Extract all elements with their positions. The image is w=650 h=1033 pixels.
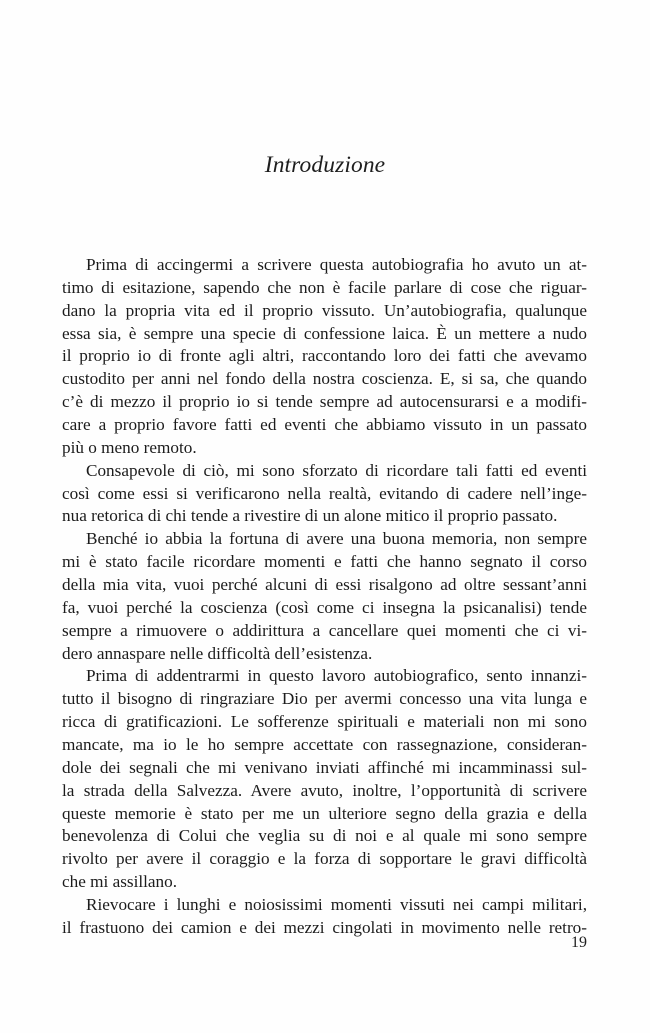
text-line: tutto il bisogno di ringraziare Dio per avermi concesso una vita lunga e: [62, 689, 587, 709]
text-line: benevolenza di Colui che veglia su di noi e al quale mi sono sempre: [62, 826, 587, 846]
text-line: nua retorica di chi tende a rivestire di un alone mitico il proprio passato.: [62, 506, 558, 526]
text-line: rivolto per avere il coraggio e la forza di sopportare le gravi difficoltà: [62, 849, 587, 869]
text-line: Consapevole di ciò, mi sono sforzato di ricordare tali fatti ed eventi: [86, 460, 587, 480]
text-line: timo di esitazione, sapendo che non è facile parlare di cose che riguar-: [62, 277, 587, 297]
text-line: Prima di addentrarmi in questo lavoro autobiografico, sento innanzi-: [86, 666, 587, 686]
text-line: sempre a rimuovere o addirittura a cancellare quei momenti che ci vi-: [62, 620, 587, 640]
text-line: Prima di accingermi a scrivere questa autobiografia ho avuto un at-: [86, 255, 587, 274]
text-line: essa sia, è sempre una specie di confessione laica. È un mettere a nudo: [62, 323, 587, 343]
text-line: il proprio io di fronte agli altri, raccontando loro dei fatti che avevamo: [62, 346, 587, 366]
text-line: queste memorie è stato per me un ulteriore segno della grazia e della: [62, 803, 587, 823]
text-line: ricca di gratificazioni. Le sofferenze spirituali e materiali non mi sono: [62, 712, 587, 732]
chapter-title: Introduzione: [264, 152, 386, 178]
text-line: custodito per anni nel fondo della nostra coscienza. E, si sa, che quando: [62, 369, 587, 389]
text-line: mi è stato facile ricordare momenti e fatti che hanno segnato il corso: [62, 552, 587, 572]
text-line: mancate, ma io le ho sempre accettate con rassegnazione, consideran-: [62, 735, 587, 755]
text-line: fa, vuoi perché la coscienza (così come ci insegna la psicanalisi) tende: [62, 597, 587, 617]
text-line: la strada della Salvezza. Avere avuto, inoltre, l’opportunità di scrivere: [62, 780, 587, 800]
body-text: [62, 254, 587, 940]
text-line: dero annaspare nelle difficoltà dell’esistenza.: [62, 643, 373, 663]
text-line: della mia vita, vuoi perché alcuni di essi risalgono ad oltre sessant’anni: [62, 575, 587, 595]
text-line: dole dei segnali che mi venivano inviati affinché mi incamminassi sul-: [62, 757, 587, 777]
text-line: che mi assillano.: [62, 872, 178, 892]
text-line: più o meno remoto.: [62, 437, 197, 457]
page-number: 19: [571, 934, 587, 951]
text-line: Rievocare i lunghi e noiosissimi momenti vissuti nei campi militari,: [86, 895, 587, 915]
text-line: il frastuono dei camion e dei mezzi cingolati in movimento nelle retro-: [62, 917, 587, 937]
text-line: c’è di mezzo il proprio io si tende sempre ad autocensurarsi e a modifi-: [62, 392, 587, 412]
text-line: Benché io abbia la fortuna di avere una buona memoria, non sempre: [86, 529, 587, 549]
text-line: così come essi si verificarono nella realtà, evitando di cadere nell’inge-: [62, 483, 587, 503]
text-line: care a proprio favore fatti ed eventi che abbiamo vissuto in un passato: [62, 415, 587, 435]
text-line: dano la propria vita ed il proprio vissuto. Un’autobiografia, qualunque: [62, 300, 587, 320]
